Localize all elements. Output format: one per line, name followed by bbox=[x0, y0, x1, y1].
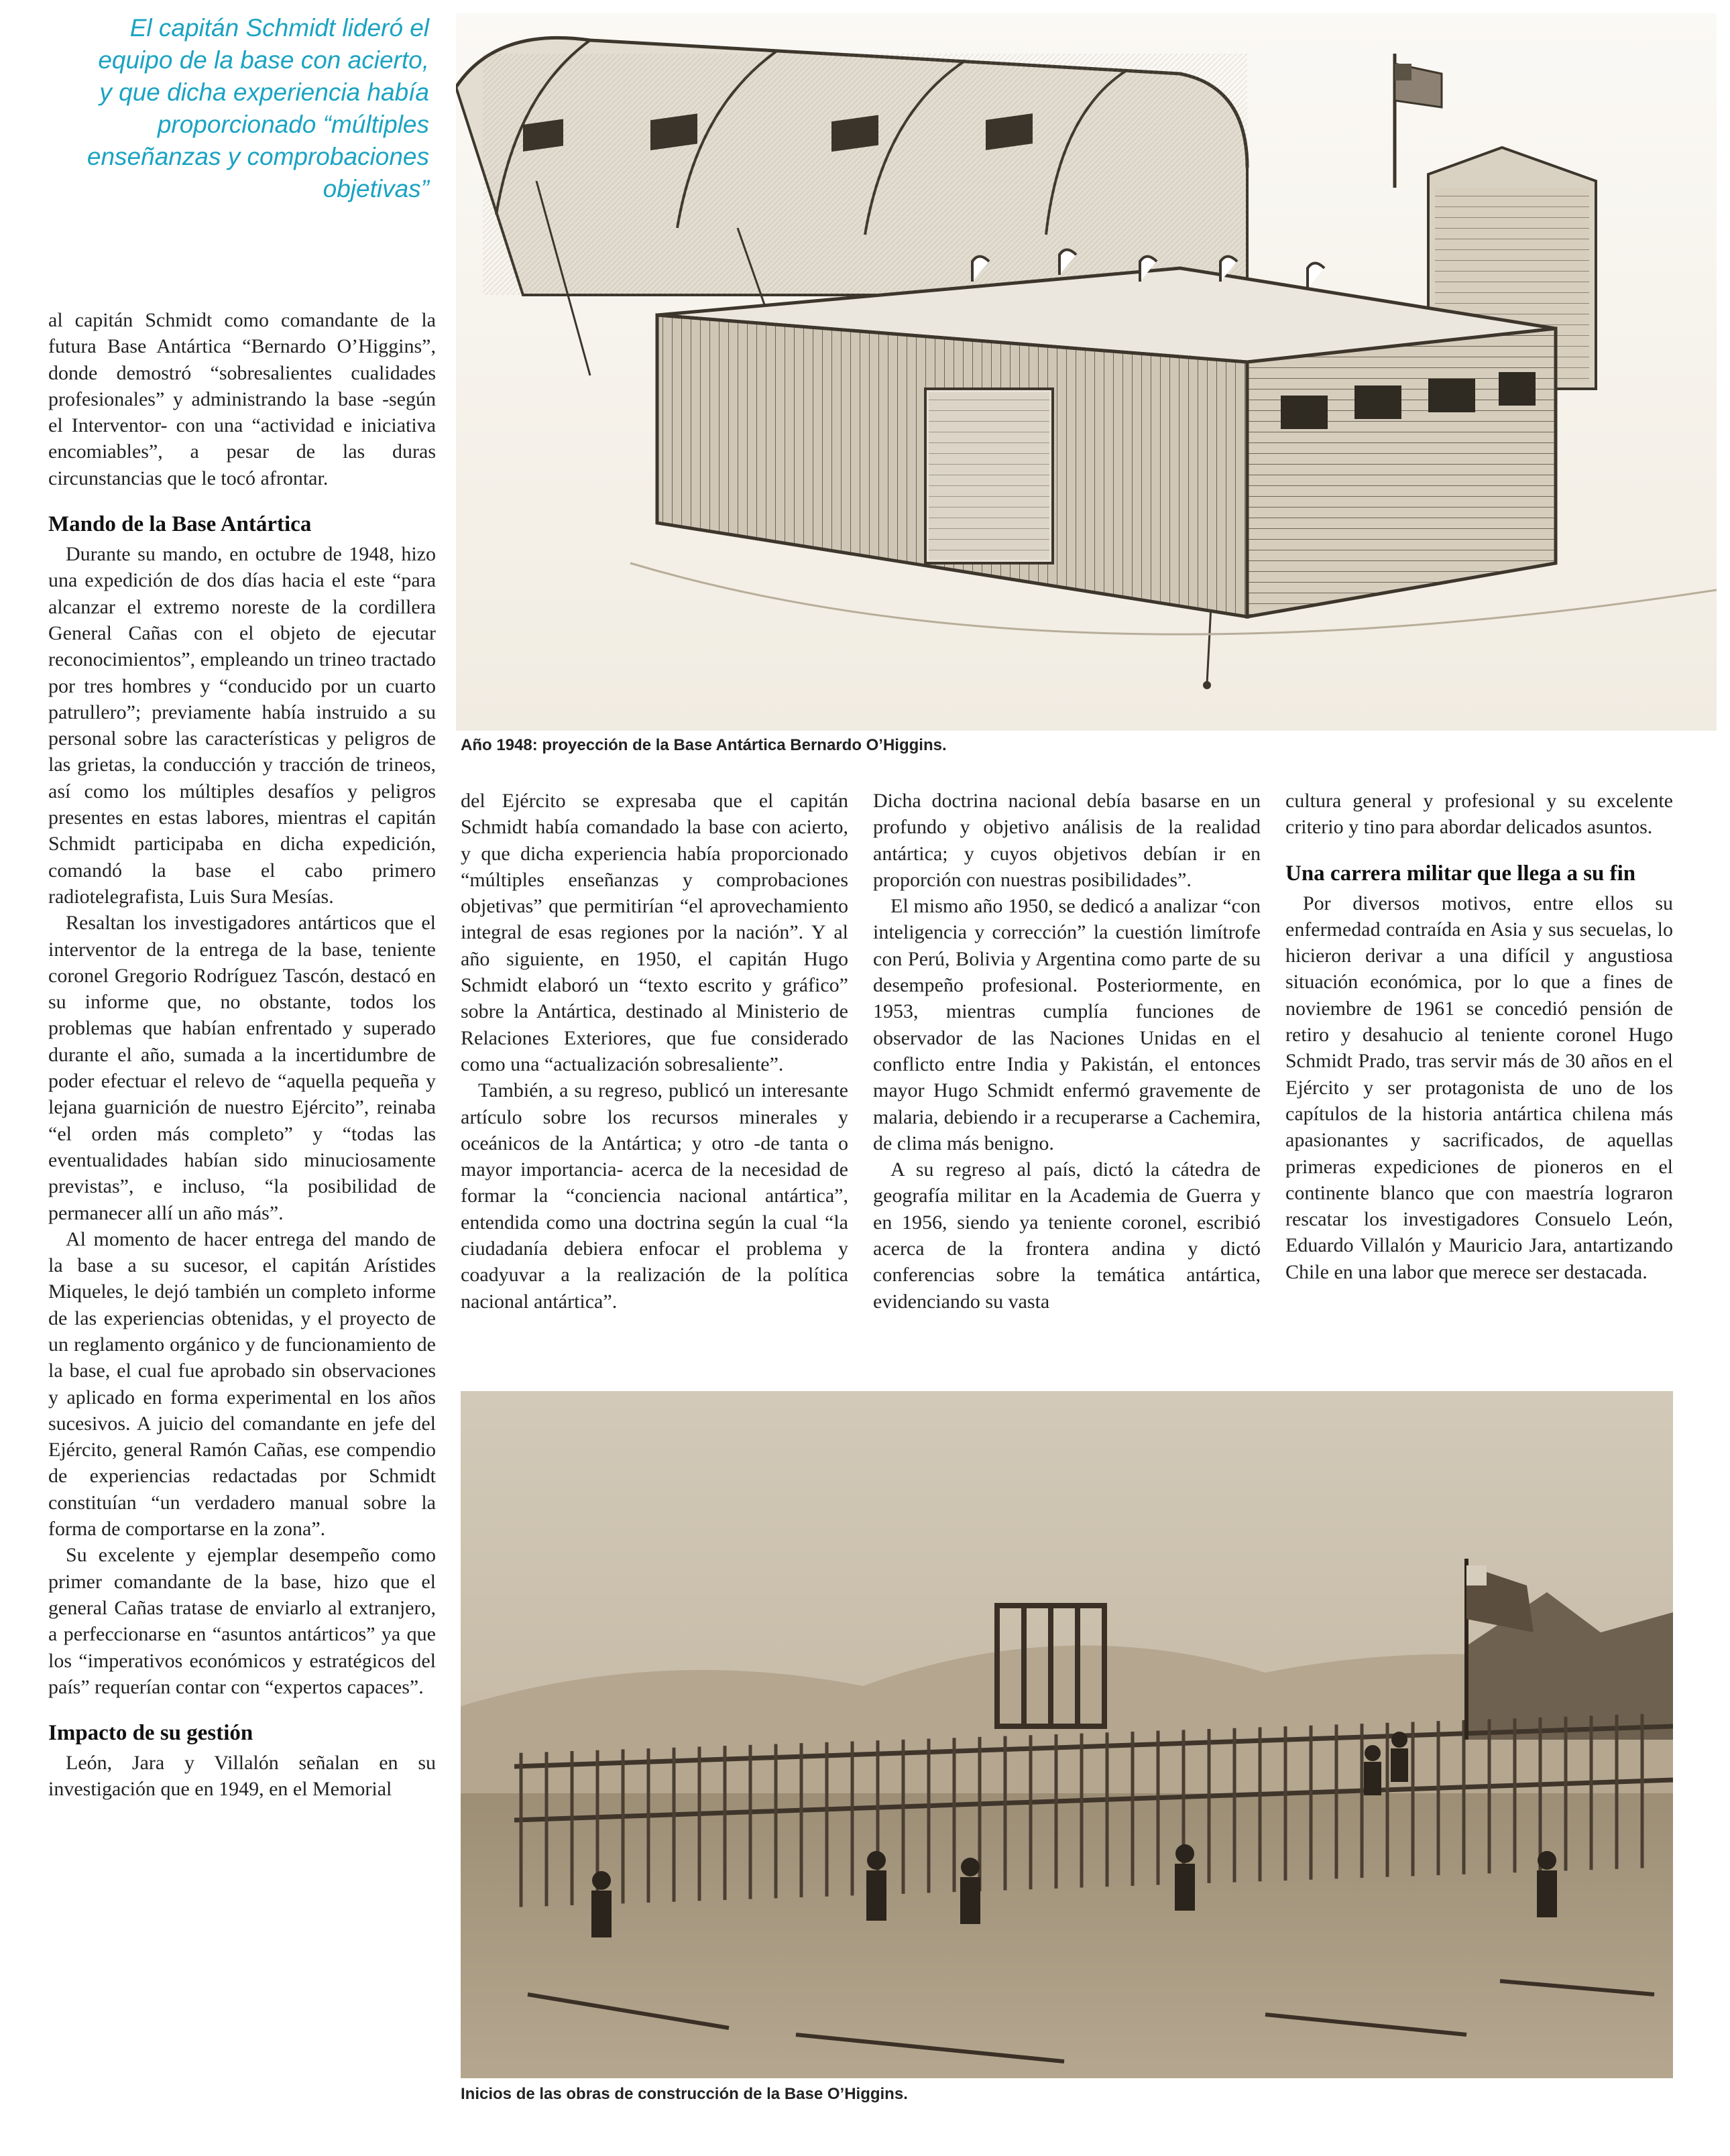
paragraph: cultura general y profesional y su excelente criterio y tino para abordar delicados asuntos. bbox=[1285, 790, 1673, 839]
heading-mando: Mando de la Base Antártica bbox=[48, 512, 312, 537]
column-4 bbox=[1285, 788, 1673, 1285]
paragraph: Resaltan los investigadores antárticos que el interventor de la entrega de la base, teniente coronel Gregorio Rodríguez Tascón, destacó en su informe que, no obstante, todos los problemas que habían enfrentado y superado durante el año, sumada a la incertidumbre de poder efectuar el relevo de “aquella pequeña y lejana guarnición de nuestro Ejército”, reinaba “el orden más completo” y “todas las eventualidades habían sido minuciosamente previstas”, e incluso, “la posibilidad de permanecer allí un año más”. bbox=[48, 912, 436, 1224]
paragraph: Dicha doctrina nacional debía basarse en un profundo y objetivo análisis de la realidad antártica; y cuyos objetivos debían ir en proporción con nuestras posibilidades”. bbox=[873, 790, 1261, 891]
paragraph: del Ejército se expresaba que el capitán Schmidt había comandado la base con acierto, y que dicha experiencia había proporcionado “múltiples enseñanzas y comprobaciones objetivas” que permitirían “el aprovechamiento integral de esas regiones por la nación”. Y al año siguiente, en 1950, el capitán Hugo Schmidt elaboró un “texto escrito y gráfico” sobre la Antártica, destinado al Ministerio de Relaciones Exteriores, que fue considerado como una “actualización sobresaliente”. bbox=[461, 790, 848, 1075]
paragraph: Su excelente y ejemplar desempeño como primer comandante de la base, hizo que el general Cañas tratase de enviarlo al extranjero, a perfeccionarse en “asuntos antárticos” ya que los “imperativos económicos y estratégicos del país” requerían contar con “expertos capaces”. bbox=[48, 1544, 436, 1698]
paragraph: Al momento de hacer entrega del mando de la base a su sucesor, el capitán Arístides Miqueles, le dejó también un completo informe de las experiencias obtenidas, y el proyecto de un reglamento orgánico y de funcionamiento de la base, el cual fue aprobado sin observaciones y aplicado en forma experimental en los años sucesivos. A juicio del comandante en jefe del Ejército, general Ramón Cañas, ese compendio de experiencias redactadas por Schmidt constituían “un verdadero manual sobre la forma de comportarse en la zona”. bbox=[48, 1227, 436, 1541]
base-illustration bbox=[456, 13, 1717, 731]
column-2 bbox=[461, 788, 848, 1315]
construction-photo-art bbox=[461, 1391, 1673, 2078]
paragraph: al capitán Schmidt como comandante de la futura Base Antártica “Bernardo O’Higgins”, donde demostró “sobresalientes cualidades profesionales” y administrando la base -según el Interventor- con una “actividad e iniciativa encomiables”, a pesar de las duras circunstancias que le tocó afrontar. bbox=[48, 309, 436, 489]
heading-impacto: Impacto de su gestión bbox=[48, 1721, 253, 1746]
paragraph: A su regreso al país, dictó la cátedra de geografía militar en la Academia de Guerra y en 1956, siendo ya teniente coronel, escribió acerca de la frontera andina y dictó conferencias sobre la temática antártica, evidenciando su vasta bbox=[873, 1158, 1261, 1313]
paragraph: Por diversos motivos, entre ellos su enfermedad contraída en Asia y sus secuelas, lo hicieron derivar a una difícil y angustiosa situación económica, por lo que a fines de noviembre de 1961 se concedió pensión de retiro y desahucio al teniente coronel Hugo Schmidt Prado, tras servir más de 30 años en el Ejército y ser protagonista de uno de los capítulos de la historia antártica chilena más apasionantes y sacrificados, de aquellas primeras expediciones de pioneros en el continente blanco que con maestría lograron rescatar los investigadores Consuelo León, Eduardo Villalón y Mauricio Jara, antartizando Chile en una labor que merece ser destacada. bbox=[1285, 892, 1673, 1283]
paragraph: El mismo año 1950, se dedicó a analizar “con inteligencia y corrección” la cuestión limítrofe con Perú, Bolivia y Argentina como parte de su desempeño profesional. Posteriormente, en 1953, mientras cumplía funciones de observador de las Naciones Unidas en el conflicto entre India y Pakistán, el entonces mayor Hugo Schmidt enfermó gravemente de malaria, debiendo ir a recuperarse a Cachemira, de clima más benigno. bbox=[873, 895, 1261, 1154]
paragraph: También, a su regreso, publicó un interesante artículo sobre los recursos minerales y oceánicos de la Antártica; y otro -de tanta o mayor importancia- acerca de la necesidad de formar la “conciencia nacional antártica”, entendida como una doctrina según la cual “la ciudadanía debiera enfocar el problema y coadyuvar a la realización de la política nacional antártica”. bbox=[461, 1079, 848, 1313]
caption-bottom: Inicios de las obras de construcción de la Base O’Higgins. bbox=[461, 2085, 908, 2103]
paragraph: Durante su mando, en octubre de 1948, hizo una expedición de dos días hacia el este “para alcanzar el extremo noreste de la cordillera General Cañas con el objeto de ejecutar reconocimientos”, empleando un trineo tractado por tres hombres y “conducido por un cuarto patrullero”; previamente había instruido a su personal sobre las características y peligros de las grietas, la conducción y tracción de trineos, así como los múltiples desafíos y peligros presentes en estas labores, mientras el capitán Schmidt participaba en dicha expedición, comandó la base el cabo primero radiotelegrafista, Luis Sura Mesías. bbox=[48, 543, 436, 908]
caption-top: Año 1948: proyección de la Base Antártica Bernardo O’Higgins. bbox=[461, 736, 947, 754]
base-drawing bbox=[456, 13, 1717, 731]
construction-photo bbox=[461, 1391, 1673, 2078]
pull-quote: El capitán Schmidt lideró el equipo de la base con acierto, y que dicha experiencia había proporcionado “múltiples enseñanzas y comprobaciones objetivas” bbox=[86, 14, 429, 202]
column-3 bbox=[873, 788, 1261, 1315]
paragraph: León, Jara y Villalón señalan en su investigación que en 1949, en el Memorial bbox=[48, 1752, 436, 1801]
heading-carrera: Una carrera militar que llega a su fin bbox=[1285, 861, 1636, 886]
column-1 bbox=[48, 307, 436, 1803]
